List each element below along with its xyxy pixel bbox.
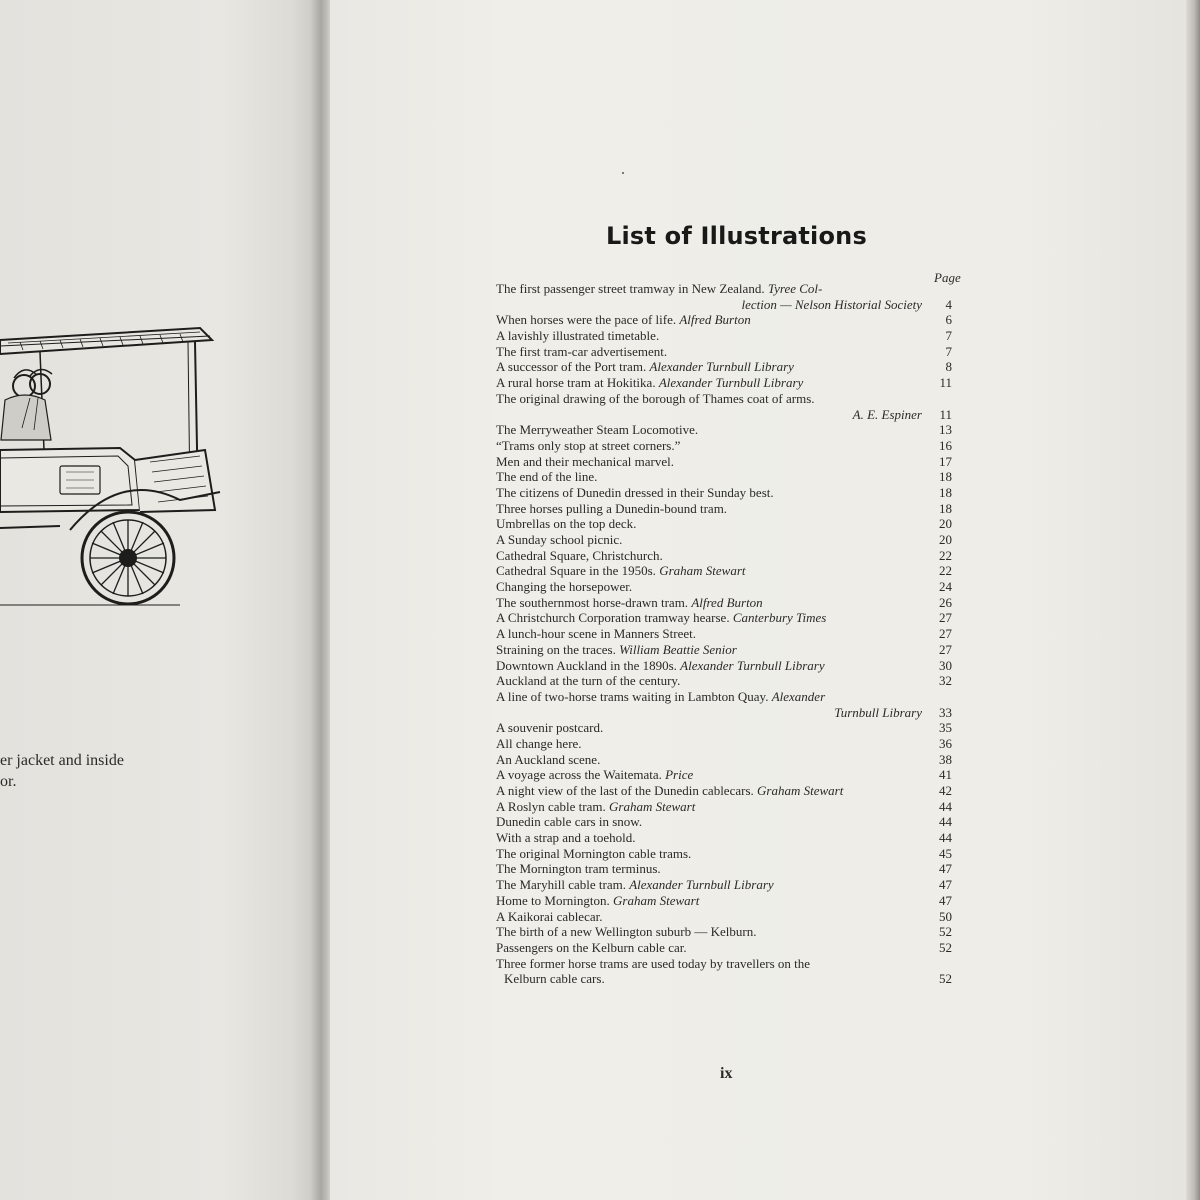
list-item: [496, 532, 952, 548]
list-item: [496, 548, 952, 564]
page-number: 41: [939, 767, 952, 783]
caption-text: A Christchurch Corporation tramway hearse.: [496, 610, 730, 626]
list-item: [496, 359, 952, 375]
page-title: List of Illustrations: [606, 222, 867, 250]
list-item: [496, 501, 952, 517]
list-item: [496, 454, 952, 470]
page-number: 8: [945, 359, 952, 375]
illustration-caption: [496, 736, 582, 752]
photo-credit: Canterbury Times: [732, 610, 827, 626]
caption-text: An Auckland scene.: [496, 751, 601, 767]
page-number: 52: [939, 939, 952, 955]
photo-credit: Alexander Turnbull Library: [658, 375, 804, 391]
caption-text: The first passenger street tramway in New Zealand.: [496, 281, 765, 296]
caption-text: The end of the line.: [496, 469, 598, 485]
illustration-caption: [496, 375, 803, 391]
page-number: 27: [939, 641, 952, 657]
page-number: 38: [939, 751, 952, 767]
page-number: 22: [939, 547, 952, 563]
list-item: [496, 281, 952, 312]
page-number: 22: [939, 563, 952, 579]
left-page-bleed-through-contents: [148, 252, 152, 283]
illustration-caption: [496, 689, 952, 705]
list-item: [496, 783, 952, 799]
illustration-caption: [496, 861, 661, 877]
list-item: [496, 344, 952, 360]
left-page: [0, 0, 318, 1200]
list-item: [496, 626, 952, 642]
page-number: 27: [939, 626, 952, 642]
ink-speck: [622, 172, 624, 174]
photo-credit: Graham Stewart: [609, 798, 696, 814]
illustration-caption: [496, 658, 825, 674]
caption-line-2: or.: [0, 773, 17, 790]
caption-text: All change here.: [496, 735, 582, 751]
caption-line-1: er jacket and inside: [0, 752, 124, 769]
page-number: 47: [939, 877, 952, 893]
illustration-caption: [496, 563, 746, 579]
illustration-caption: [496, 454, 674, 470]
photo-credit-continuation: Turnbull Library: [834, 704, 922, 720]
illustration-caption: [496, 548, 663, 564]
illustration-caption: [496, 720, 603, 736]
page-number: 24: [939, 579, 952, 595]
page-number: 7: [945, 328, 952, 344]
illustrations-list: [496, 281, 952, 987]
list-item: [496, 422, 952, 438]
photo-credit: Alexander Turnbull Library: [629, 877, 774, 893]
page-number: 20: [939, 532, 952, 548]
list-item: [496, 328, 952, 344]
caption-text: Umbrellas on the top deck.: [496, 516, 637, 532]
page-number: 17: [939, 453, 952, 469]
page-number: 6: [945, 312, 952, 328]
list-item: [496, 956, 952, 987]
vintage-motor-car-illustration: [0, 300, 260, 620]
illustration-caption: [496, 344, 667, 360]
illustration-caption: [496, 595, 763, 611]
list-item: [496, 909, 952, 925]
illustration-caption: [496, 909, 602, 925]
caption-text: Cathedral Square in the 1950s.: [496, 563, 656, 579]
photo-credit: Tyree Col-: [767, 281, 823, 296]
page-number: 11: [939, 375, 952, 391]
illustration-caption: [496, 673, 680, 689]
page-number: 20: [939, 516, 952, 532]
list-item: [496, 752, 952, 768]
photo-credit: Graham Stewart: [757, 783, 844, 799]
illustration-caption: [496, 328, 659, 344]
page-number: 7: [945, 343, 952, 359]
illustration-caption: [496, 438, 680, 454]
page-number: 50: [939, 908, 952, 924]
photo-credit: Graham Stewart: [659, 563, 746, 579]
caption-text: Cathedral Square, Christchurch.: [496, 547, 663, 563]
list-item: [496, 767, 952, 783]
page-number: 26: [939, 594, 952, 610]
list-item: [496, 924, 952, 940]
caption-text: Dunedin cable cars in snow.: [496, 814, 643, 830]
page-number: 44: [939, 830, 952, 846]
illustration-caption: [496, 830, 636, 846]
page-number: 33: [939, 704, 952, 720]
list-item: [496, 814, 952, 830]
page-number: 11: [939, 406, 952, 422]
illustration-caption: [496, 814, 642, 830]
photo-credit: Alfred Burton: [691, 594, 763, 610]
list-item: [496, 673, 952, 689]
caption-text: Changing the horsepower.: [496, 579, 633, 595]
page-number: 36: [939, 735, 952, 751]
list-item: [496, 830, 952, 846]
photo-credit-continuation: A. E. Espiner: [852, 406, 922, 422]
list-item: [496, 579, 952, 595]
caption-text: The birth of a new Wellington suburb — Kelburn.: [496, 924, 757, 940]
left-page-caption: [0, 750, 124, 792]
caption-text: Straining on the traces.: [496, 641, 616, 657]
list-item: [496, 658, 952, 674]
illustration-caption: [496, 956, 952, 972]
illustration-caption: [496, 485, 774, 501]
illustration-caption: [496, 281, 952, 297]
page-edge: [1186, 0, 1200, 1200]
caption-continuation: Kelburn cable cars.: [504, 971, 605, 987]
illustration-caption: [496, 799, 695, 815]
caption-text: Downtown Auckland in the 1890s.: [496, 657, 677, 673]
photo-credit-continuation: lection — Nelson Historial Society: [741, 296, 922, 312]
list-item: [496, 799, 952, 815]
page-number: 47: [939, 861, 952, 877]
photo-credit: Graham Stewart: [613, 892, 700, 908]
list-item: [496, 610, 952, 626]
list-item: [496, 689, 952, 720]
caption-text: “Trams only stop at street corners.”: [496, 437, 681, 453]
page-number: 52: [939, 924, 952, 940]
page-number: 47: [939, 892, 952, 908]
caption-text: The southernmost horse-drawn tram.: [496, 594, 689, 610]
caption-text: Three horses pulling a Dunedin-bound tram.: [496, 500, 728, 516]
list-item: [496, 312, 952, 328]
caption-text: The citizens of Dunedin dressed in their Sunday best.: [496, 484, 774, 500]
caption-text: A rural horse tram at Hokitika.: [496, 375, 656, 391]
caption-text: Men and their mechanical marvel.: [496, 453, 674, 469]
list-item: [496, 877, 952, 893]
photo-credit: Alfred Burton: [679, 312, 751, 328]
illustration-caption: [496, 312, 751, 328]
page-number: 35: [939, 720, 952, 736]
illustration-caption: [496, 877, 774, 893]
caption-text: A Kaikorai cablecar.: [496, 908, 603, 924]
photo-credit: Alexander Turnbull Library: [649, 359, 794, 375]
illustration-caption: [496, 767, 693, 783]
list-item: [496, 595, 952, 611]
page-number: 44: [939, 814, 952, 830]
illustration-caption: [496, 359, 794, 375]
list-item: [496, 846, 952, 862]
illustration-caption: [496, 752, 600, 768]
caption-text: Passengers on the Kelburn cable car.: [496, 939, 687, 955]
illustration-caption: [496, 924, 756, 940]
caption-text: When horses were the pace of life.: [496, 312, 677, 328]
caption-text: A night view of the last of the Dunedin cablecars.: [496, 783, 754, 799]
illustration-caption: [496, 783, 843, 799]
caption-text: Three former horse trams are used today by travellers on the: [496, 955, 811, 971]
page-number: 18: [939, 469, 952, 485]
list-item: [496, 516, 952, 532]
caption-text: Auckland at the turn of the century.: [496, 673, 681, 689]
page-number: 32: [939, 673, 952, 689]
list-item: [496, 469, 952, 485]
illustration-caption: [496, 469, 597, 485]
illustration-caption: [496, 893, 699, 909]
page-number: 52: [939, 971, 952, 987]
page-number: 18: [939, 484, 952, 500]
page-number: 30: [939, 657, 952, 673]
illustration-caption: [496, 501, 727, 517]
illustration-caption: [496, 642, 737, 658]
photo-credit: Price: [665, 767, 694, 783]
caption-text: The first tram-car advertisement.: [496, 343, 668, 359]
caption-text: A lunch-hour scene in Manners Street.: [496, 626, 697, 642]
list-item: [496, 485, 952, 501]
illustration-caption: [496, 846, 691, 862]
page-folio: ix: [720, 1065, 733, 1082]
page-number: 27: [939, 610, 952, 626]
list-item: [496, 438, 952, 454]
photo-credit: Alexander Turnbull Library: [680, 657, 825, 673]
caption-text: With a strap and a toehold.: [496, 830, 636, 846]
page-number: 42: [939, 783, 952, 799]
illustration-caption: [496, 422, 698, 438]
caption-text: A souvenir postcard.: [496, 720, 604, 736]
caption-text: A lavishly illustrated timetable.: [496, 328, 660, 344]
caption-text: The original Mornington cable trams.: [496, 845, 692, 861]
list-item: [496, 720, 952, 736]
caption-text: The Mornington tram terminus.: [496, 861, 661, 877]
list-item: [496, 940, 952, 956]
list-item: [496, 391, 952, 422]
page-column-header: Page: [934, 270, 961, 285]
list-item: [496, 642, 952, 658]
illustration-caption: [496, 391, 952, 407]
caption-text: The Maryhill cable tram.: [496, 877, 626, 893]
illustration-caption: [496, 610, 826, 626]
page-number: 16: [939, 437, 952, 453]
page-number: 45: [939, 845, 952, 861]
caption-text: The original drawing of the borough of Thames coat of arms.: [496, 390, 815, 406]
illustration-caption: [496, 579, 632, 595]
photo-credit: William Beattie Senior: [619, 641, 737, 657]
list-item: [496, 375, 952, 391]
page-number: 44: [939, 798, 952, 814]
photo-credit: Alexander: [771, 688, 826, 704]
page-number: 13: [939, 422, 952, 438]
caption-text: Home to Mornington.: [496, 892, 610, 908]
illustration-caption: [496, 940, 687, 956]
list-item: [496, 736, 952, 752]
caption-text: A Roslyn cable tram.: [496, 798, 606, 814]
illustration-caption: [496, 532, 622, 548]
caption-text: A line of two-horse trams waiting in Lambton Quay.: [496, 688, 769, 704]
caption-text: A voyage across the Waitemata.: [496, 767, 662, 783]
list-item: [496, 861, 952, 877]
illustration-caption: [496, 516, 636, 532]
caption-text: A successor of the Port tram.: [496, 359, 647, 375]
list-item: [496, 893, 952, 909]
caption-text: The Merryweather Steam Locomotive.: [496, 422, 699, 438]
page-number: 4: [945, 296, 952, 312]
page-number: 18: [939, 500, 952, 516]
illustration-caption: [496, 626, 696, 642]
caption-text: A Sunday school picnic.: [496, 532, 623, 548]
list-item: [496, 563, 952, 579]
